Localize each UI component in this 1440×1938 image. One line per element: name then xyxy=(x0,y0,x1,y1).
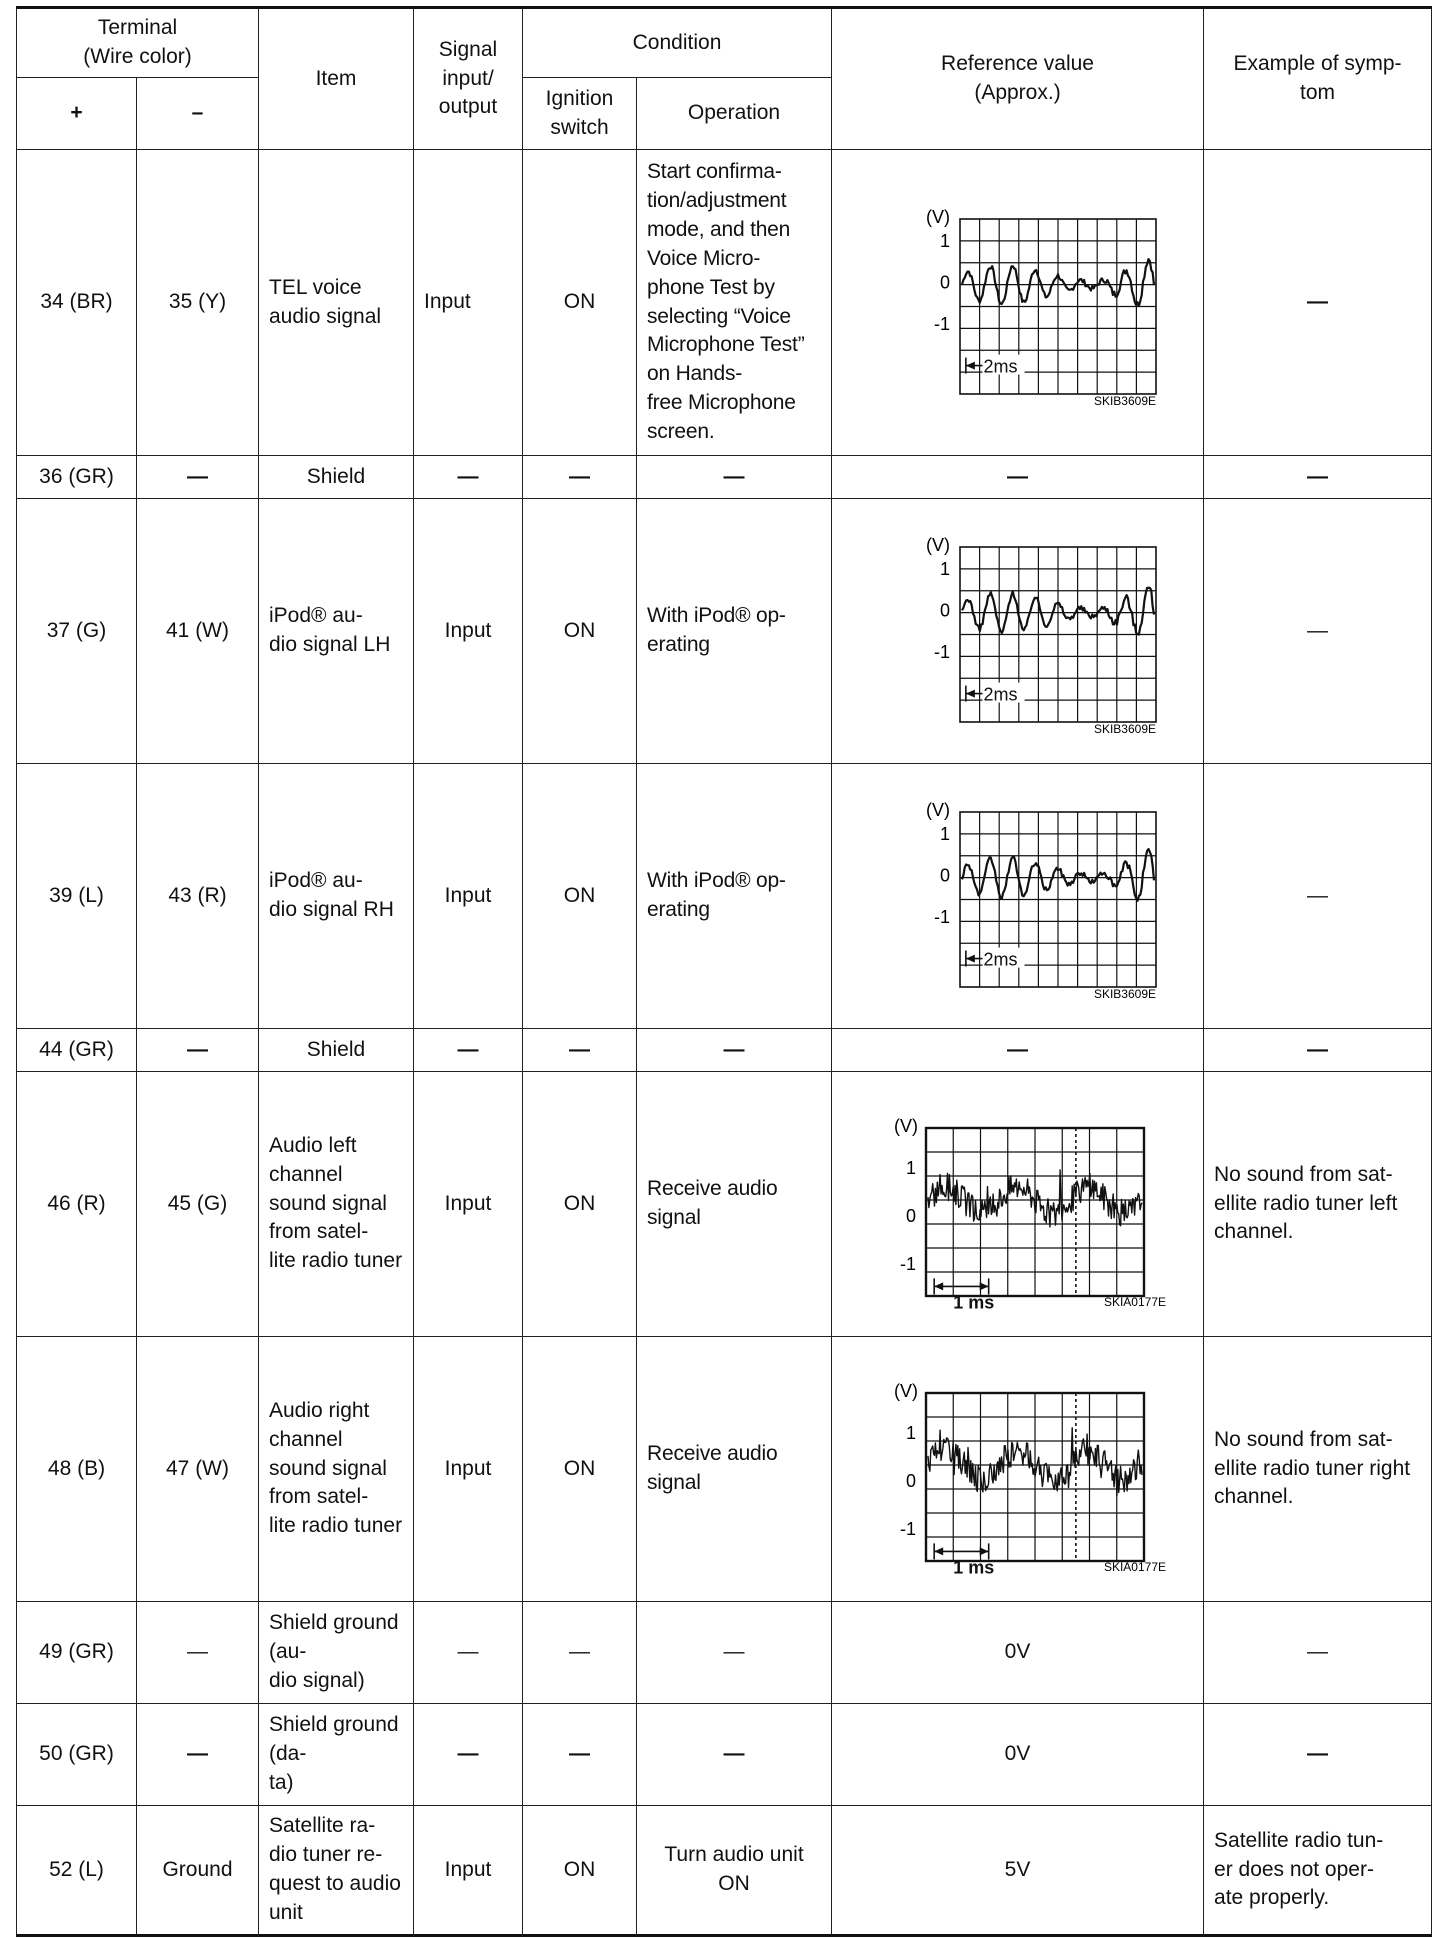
signal-cell: Input xyxy=(414,1806,523,1936)
y-unit-label: (V) xyxy=(925,535,950,555)
ignition-cell: — xyxy=(523,1602,637,1704)
y-tick-label: 1 xyxy=(939,558,950,579)
signal-cell: — xyxy=(414,1704,523,1806)
minus-terminal: 41 (W) xyxy=(137,499,259,764)
minus-terminal: — xyxy=(137,1029,259,1072)
minus-terminal: — xyxy=(137,1704,259,1806)
signal-cell: — xyxy=(414,456,523,499)
ignition-header: Ignition switch xyxy=(523,78,637,150)
symptom-cell: Satellite radio tun- er does not oper- ate properly. xyxy=(1204,1806,1432,1936)
table-row xyxy=(17,1806,1432,1936)
y-tick-label: 1 xyxy=(905,1158,916,1178)
plus-terminal: 48 (B) xyxy=(17,1337,137,1602)
item-cell: Shield ground (au- dio signal) xyxy=(259,1602,414,1704)
symptom-cell: — xyxy=(1204,1029,1432,1072)
operation-cell: Turn audio unit ON xyxy=(637,1806,832,1936)
item-cell: Audio right channel sound signal from satel- lite radio tuner xyxy=(259,1337,414,1602)
y-tick-label: 1 xyxy=(939,230,950,251)
table-row xyxy=(17,1337,1432,1602)
time-scale-label: 1 ms xyxy=(952,1557,994,1575)
symptom-cell: — xyxy=(1204,456,1432,499)
table-body xyxy=(17,150,1432,1936)
operation-cell: — xyxy=(637,1704,832,1806)
y-tick-label: 0 xyxy=(905,1471,916,1491)
operation-cell: With iPod® op- erating xyxy=(637,764,832,1029)
y-tick-label: 0 xyxy=(939,600,950,621)
time-scale-label: 2ms xyxy=(983,949,1018,970)
operation-cell: — xyxy=(637,1029,832,1072)
y-unit-label: (V) xyxy=(925,206,950,227)
item-cell: TEL voice audio signal xyxy=(259,150,414,456)
item-cell: Shield xyxy=(259,1029,414,1072)
ignition-cell: ON xyxy=(523,764,637,1029)
time-scale-label: 2ms xyxy=(983,684,1018,705)
table-row xyxy=(17,499,1432,764)
minus-terminal: 45 (G) xyxy=(137,1072,259,1337)
waveform-graph xyxy=(878,197,1158,409)
item-cell: Audio left channel sound signal from satel- lite radio tuner xyxy=(259,1072,414,1337)
table-row xyxy=(17,150,1432,456)
reference-cell: 0V xyxy=(832,1704,1204,1806)
y-tick-label: 0 xyxy=(939,271,950,292)
reference-cell xyxy=(832,1072,1204,1337)
plus-terminal: 46 (R) xyxy=(17,1072,137,1337)
plus-terminal: 49 (GR) xyxy=(17,1602,137,1704)
plus-terminal: 34 (BR) xyxy=(17,150,137,456)
waveform-graph xyxy=(878,525,1158,737)
minus-terminal: Ground xyxy=(137,1806,259,1936)
reference-cell xyxy=(832,764,1204,1029)
reference-cell xyxy=(832,150,1204,456)
ignition-cell: ON xyxy=(523,1806,637,1936)
symptom-cell: No sound from sat- ellite radio tuner right channel. xyxy=(1204,1337,1432,1602)
terminal-header: Terminal (Wire color) xyxy=(17,8,259,78)
y-tick-label: 1 xyxy=(905,1423,916,1443)
y-tick-label: 0 xyxy=(939,865,950,886)
plus-terminal: 39 (L) xyxy=(17,764,137,1029)
minus-terminal: 35 (Y) xyxy=(137,150,259,456)
item-cell: Shield xyxy=(259,456,414,499)
signal-cell: — xyxy=(414,1029,523,1072)
ignition-cell: ON xyxy=(523,1072,637,1337)
item-cell: iPod® au- dio signal RH xyxy=(259,764,414,1029)
plus-header: + xyxy=(17,78,137,150)
item-cell: Satellite ra- dio tuner re- quest to audio unit xyxy=(259,1806,414,1936)
reference-cell: 0V xyxy=(832,1602,1204,1704)
operation-header: Operation xyxy=(637,78,832,150)
figure-code: SKIA0177E xyxy=(1103,1295,1166,1309)
reference-cell: 5V xyxy=(832,1806,1204,1936)
reference-cell: — xyxy=(832,1029,1204,1072)
item-cell: iPod® au- dio signal LH xyxy=(259,499,414,764)
y-tick-label: 0 xyxy=(905,1206,916,1226)
signal-cell: Input xyxy=(414,499,523,764)
figure-code: SKIA0177E xyxy=(1103,1560,1166,1574)
reference-cell xyxy=(832,1337,1204,1602)
reference-cell xyxy=(832,499,1204,764)
symptom-header: Example of symp- tom xyxy=(1204,8,1432,150)
ignition-cell: — xyxy=(523,1704,637,1806)
item-cell: Shield ground (da- ta) xyxy=(259,1704,414,1806)
ignition-cell: ON xyxy=(523,150,637,456)
minus-header: – xyxy=(137,78,259,150)
figure-code: SKIB3609E xyxy=(1093,722,1156,736)
signal-cell: — xyxy=(414,1602,523,1704)
plus-terminal: 50 (GR) xyxy=(17,1704,137,1806)
signal-cell: Input xyxy=(414,150,523,456)
waveform-graph xyxy=(868,1363,1168,1575)
condition-header: Condition xyxy=(523,8,832,78)
symptom-cell: No sound from sat- ellite radio tuner left channel. xyxy=(1204,1072,1432,1337)
y-tick-label: -1 xyxy=(899,1254,916,1274)
figure-code: SKIB3609E xyxy=(1093,393,1156,408)
symptom-cell: — xyxy=(1204,1602,1432,1704)
table-row xyxy=(17,1072,1432,1337)
minus-terminal: 47 (W) xyxy=(137,1337,259,1602)
table-row xyxy=(17,764,1432,1029)
plus-terminal: 36 (GR) xyxy=(17,456,137,499)
operation-cell: Start confirma- tion/adjustment mode, and then Voice Micro- phone Test by selecting “Voice Microphone Test” on Hands- free Microphone screen. xyxy=(637,150,832,456)
operation-cell: With iPod® op- erating xyxy=(637,499,832,764)
signal-cell: Input xyxy=(414,1072,523,1337)
y-tick-label: -1 xyxy=(933,907,950,927)
table-row xyxy=(17,456,1432,499)
reference-header: Reference value (Approx.) xyxy=(832,8,1204,150)
y-unit-label: (V) xyxy=(925,800,950,820)
table-row xyxy=(17,1602,1432,1704)
symptom-cell: — xyxy=(1204,764,1432,1029)
waveform-graph xyxy=(868,1098,1168,1310)
table-row xyxy=(17,1029,1432,1072)
signal-cell: Input xyxy=(414,1337,523,1602)
operation-cell: — xyxy=(637,456,832,499)
time-scale-label: 1 ms xyxy=(952,1292,994,1310)
operation-cell: Receive audio signal xyxy=(637,1337,832,1602)
y-tick-label: 1 xyxy=(939,823,950,844)
time-scale-label: 2ms xyxy=(983,356,1018,377)
ignition-cell: — xyxy=(523,1029,637,1072)
plus-terminal: 52 (L) xyxy=(17,1806,137,1936)
figure-code: SKIB3609E xyxy=(1093,987,1156,1001)
symptom-cell: — xyxy=(1204,499,1432,764)
y-unit-label: (V) xyxy=(893,1381,918,1401)
minus-terminal: 43 (R) xyxy=(137,764,259,1029)
y-tick-label: -1 xyxy=(899,1519,916,1539)
signal-cell: Input xyxy=(414,764,523,1029)
terminal-reference-table xyxy=(16,6,1432,1937)
minus-terminal: — xyxy=(137,1602,259,1704)
y-unit-label: (V) xyxy=(893,1116,918,1136)
table-row xyxy=(17,1704,1432,1806)
symptom-cell: — xyxy=(1204,150,1432,456)
operation-cell: — xyxy=(637,1602,832,1704)
reference-cell: — xyxy=(832,456,1204,499)
y-tick-label: -1 xyxy=(933,642,950,662)
y-tick-label: -1 xyxy=(933,313,950,334)
ignition-cell: — xyxy=(523,456,637,499)
waveform-graph xyxy=(878,790,1158,1002)
ignition-cell: ON xyxy=(523,1337,637,1602)
plus-terminal: 44 (GR) xyxy=(17,1029,137,1072)
minus-terminal: — xyxy=(137,456,259,499)
plus-terminal: 37 (G) xyxy=(17,499,137,764)
operation-cell: Receive audio signal xyxy=(637,1072,832,1337)
ignition-cell: ON xyxy=(523,499,637,764)
item-header: Item xyxy=(259,8,414,150)
symptom-cell: — xyxy=(1204,1704,1432,1806)
signal-io-header: Signal input/ output xyxy=(414,8,523,150)
